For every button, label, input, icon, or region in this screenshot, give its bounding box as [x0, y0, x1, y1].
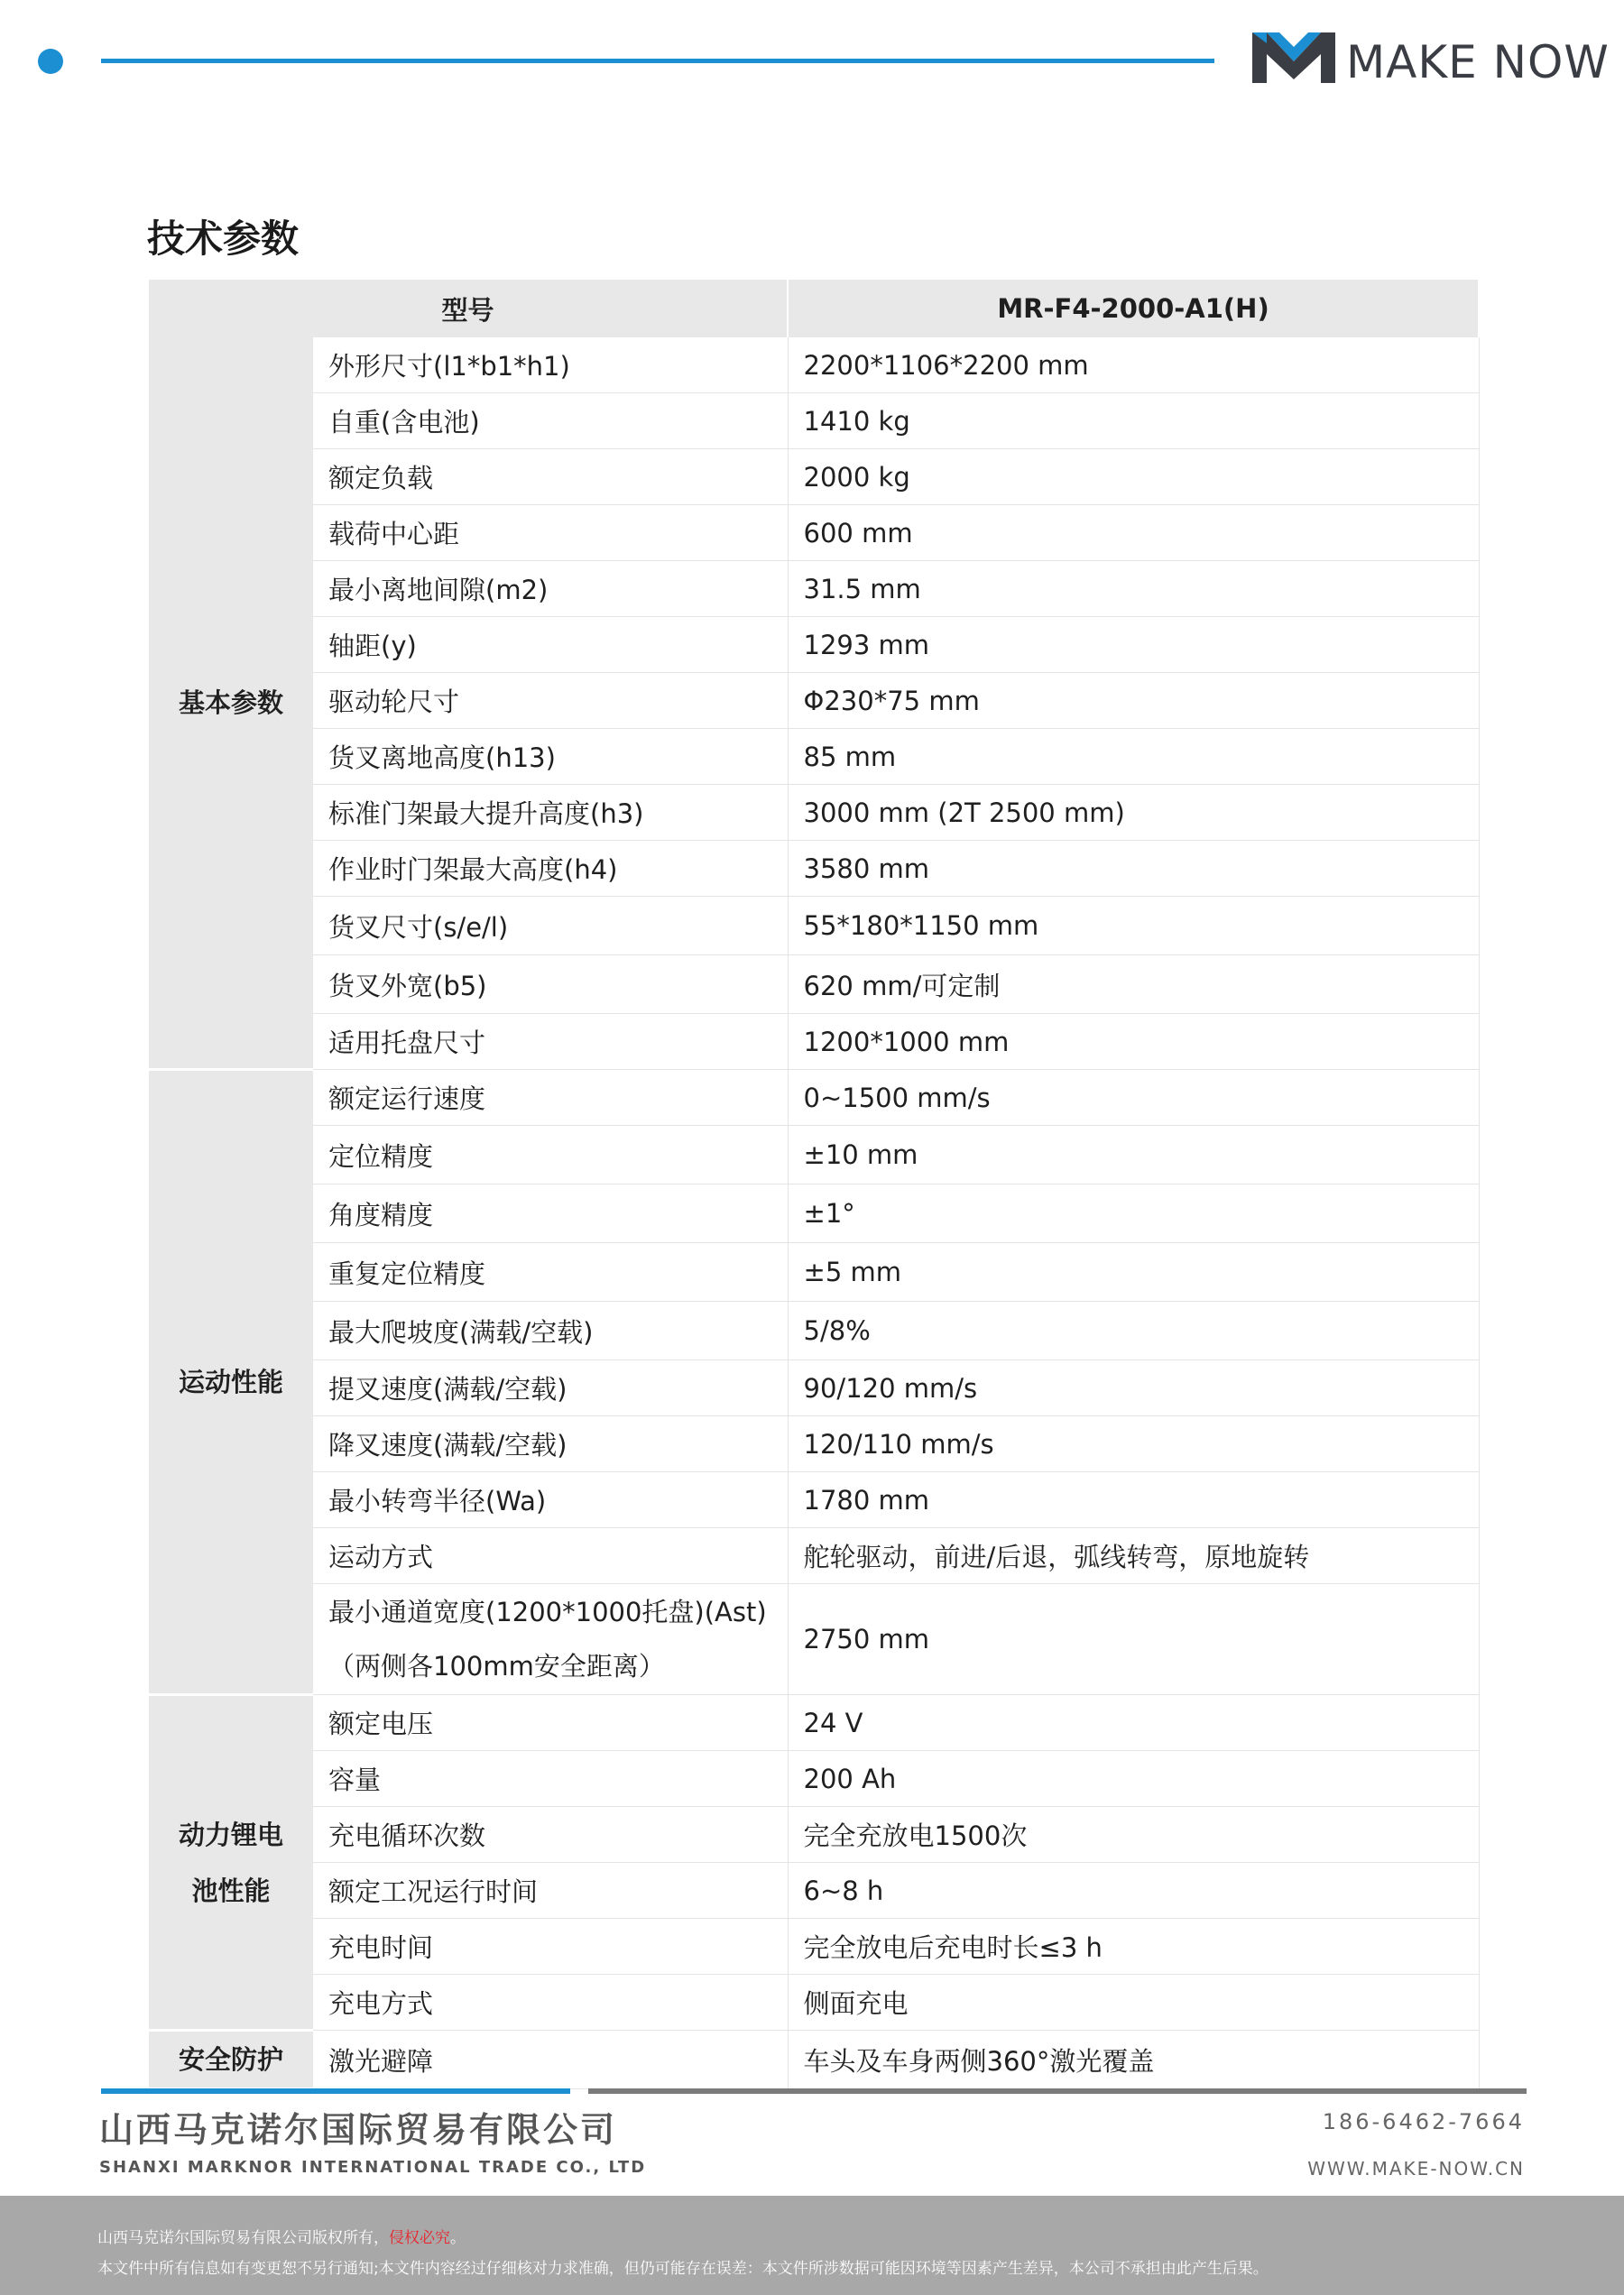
param-value: 侧面充电	[788, 1975, 1479, 2031]
copyright-notice	[97, 2225, 466, 2247]
copyright-end: 。	[450, 2229, 466, 2247]
param-value: 120/110 mm/s	[788, 1416, 1479, 1472]
group-label-basic: 基本参数	[149, 337, 313, 1070]
disclaimer-text: 本文件中所有信息如有变更恕不另行通知;本文件内容经过仔细核对力求准确，但仍可能存在误差：本文件所涉数据可能因环境等因素产生差异，本公司不承担由此产生后果。	[97, 2260, 1269, 2278]
header-dot	[38, 49, 63, 74]
param-name: 降叉速度(满载/空载)	[313, 1416, 788, 1472]
table-row	[149, 1302, 1479, 1360]
table-row	[149, 1014, 1479, 1070]
group-label-battery-line2: 池性能	[191, 1875, 271, 1906]
table-row	[149, 449, 1479, 505]
param-value: 0~1500 mm/s	[788, 1070, 1479, 1126]
make-now-logo-icon	[1249, 27, 1339, 92]
table-row	[149, 2031, 1479, 2089]
param-value: Φ230*75 mm	[788, 673, 1479, 729]
param-value: 3580 mm	[788, 841, 1479, 897]
param-name: 货叉尺寸(s/e/l)	[313, 897, 788, 955]
param-value: 1410 kg	[788, 393, 1479, 449]
table-row	[149, 1975, 1479, 2031]
group-label-battery-line1: 动力锂电	[178, 1819, 283, 1850]
table-row	[149, 505, 1479, 561]
phone-number: 186-6462-7664	[1322, 2109, 1525, 2134]
param-name	[313, 1584, 788, 1695]
table-row	[149, 561, 1479, 617]
param-name: 额定运行速度	[313, 1070, 788, 1126]
param-value: 620 mm/可定制	[788, 955, 1479, 1014]
table-row	[149, 1528, 1479, 1584]
param-value: 31.5 mm	[788, 561, 1479, 617]
table-row	[149, 393, 1479, 449]
param-value: ±10 mm	[788, 1126, 1479, 1184]
param-value: 舵轮驱动，前进/后退，弧线转弯，原地旋转	[788, 1528, 1479, 1584]
table-row	[149, 1695, 1479, 1751]
table-row	[149, 897, 1479, 955]
logo-text: MAKE NOW	[1346, 36, 1610, 88]
param-value: 5/8%	[788, 1302, 1479, 1360]
footer-rule-blue	[101, 2088, 570, 2094]
param-value: 1200*1000 mm	[788, 1014, 1479, 1070]
param-name: 充电方式	[313, 1975, 788, 2031]
table-row	[149, 1584, 1479, 1695]
param-value: 1780 mm	[788, 1472, 1479, 1528]
param-value: 完全充放电1500次	[788, 1807, 1479, 1863]
param-name: 轴距(y)	[313, 617, 788, 673]
table-row	[149, 729, 1479, 785]
table-row	[149, 1416, 1479, 1472]
model-header: 型号	[149, 280, 788, 337]
table-row	[149, 1243, 1479, 1302]
table-row	[149, 841, 1479, 897]
param-value: 2000 kg	[788, 449, 1479, 505]
param-value: 1293 mm	[788, 617, 1479, 673]
param-name: 角度精度	[313, 1184, 788, 1243]
table-row	[149, 1126, 1479, 1184]
header-rule	[101, 59, 1214, 63]
param-name: 最小转弯半径(Wa)	[313, 1472, 788, 1528]
brand-logo	[1249, 27, 1610, 92]
table-row	[149, 1751, 1479, 1807]
page-title: 技术参数	[147, 217, 300, 261]
table-row	[149, 785, 1479, 841]
table-header-row	[149, 280, 1479, 337]
table-row	[149, 617, 1479, 673]
table-row	[149, 955, 1479, 1014]
company-name-cn: 山西马克诺尔国际贸易有限公司	[99, 2110, 618, 2150]
website-link[interactable]: WWW.MAKE-NOW.CN	[1307, 2158, 1525, 2180]
param-name-line1: 最小通道宽度(1200*1000托盘)(Ast)	[328, 1597, 767, 1627]
param-value: ±5 mm	[788, 1243, 1479, 1302]
table-row	[149, 1184, 1479, 1243]
param-name: 运动方式	[313, 1528, 788, 1584]
param-name: 重复定位精度	[313, 1243, 788, 1302]
param-name: 激光避障	[313, 2031, 788, 2089]
param-value: 完全放电后充电时长≤3 h	[788, 1919, 1479, 1975]
param-name: 额定负载	[313, 449, 788, 505]
param-value: 2200*1106*2200 mm	[788, 337, 1479, 393]
param-name: 货叉离地高度(h13)	[313, 729, 788, 785]
param-name: 充电循环次数	[313, 1807, 788, 1863]
param-name: 适用托盘尺寸	[313, 1014, 788, 1070]
table-row	[149, 1070, 1479, 1126]
param-name: 最大爬坡度(满载/空载)	[313, 1302, 788, 1360]
table-row	[149, 337, 1479, 393]
param-name-line2: （两侧各100mm安全距离）	[328, 1651, 665, 1682]
param-name: 标准门架最大提升高度(h3)	[313, 785, 788, 841]
param-name: 作业时门架最大高度(h4)	[313, 841, 788, 897]
param-name: 充电时间	[313, 1919, 788, 1975]
footer-rule-grey	[588, 2088, 1527, 2094]
spec-table	[149, 280, 1480, 2090]
copyright-text: 山西马克诺尔国际贸易有限公司版权所有，	[97, 2229, 389, 2247]
group-label-motion: 运动性能	[149, 1070, 313, 1695]
param-name: 载荷中心距	[313, 505, 788, 561]
param-name: 定位精度	[313, 1126, 788, 1184]
param-value: 200 Ah	[788, 1751, 1479, 1807]
param-value: 6~8 h	[788, 1863, 1479, 1919]
param-value: 55*180*1150 mm	[788, 897, 1479, 955]
table-row	[149, 1807, 1479, 1863]
param-name: 提叉速度(满载/空载)	[313, 1360, 788, 1416]
table-row	[149, 1472, 1479, 1528]
param-name: 驱动轮尺寸	[313, 673, 788, 729]
model-value-header: MR-F4-2000-A1(H)	[788, 280, 1479, 337]
param-name: 额定电压	[313, 1695, 788, 1751]
param-name: 额定工况运行时间	[313, 1863, 788, 1919]
table-row	[149, 1863, 1479, 1919]
param-name: 外形尺寸(l1*b1*h1)	[313, 337, 788, 393]
table-row	[149, 1360, 1479, 1416]
param-value: 85 mm	[788, 729, 1479, 785]
param-value: 90/120 mm/s	[788, 1360, 1479, 1416]
group-label-battery	[149, 1695, 313, 2031]
table-row	[149, 1919, 1479, 1975]
copyright-warning: 侵权必究	[389, 2229, 450, 2247]
param-value: 车头及车身两侧360°激光覆盖	[788, 2031, 1479, 2089]
param-name: 货叉外宽(b5)	[313, 955, 788, 1014]
param-value: 600 mm	[788, 505, 1479, 561]
param-name: 容量	[313, 1751, 788, 1807]
param-value: ±1°	[788, 1184, 1479, 1243]
table-row	[149, 673, 1479, 729]
param-name: 最小离地间隙(m2)	[313, 561, 788, 617]
param-name: 自重(含电池)	[313, 393, 788, 449]
param-value: 2750 mm	[788, 1584, 1479, 1695]
param-value: 24 V	[788, 1695, 1479, 1751]
param-value: 3000 mm (2T 2500 mm)	[788, 785, 1479, 841]
group-label-safety: 安全防护	[149, 2031, 313, 2089]
company-name-en: SHANXI MARKNOR INTERNATIONAL TRADE CO., LTD	[99, 2158, 647, 2177]
